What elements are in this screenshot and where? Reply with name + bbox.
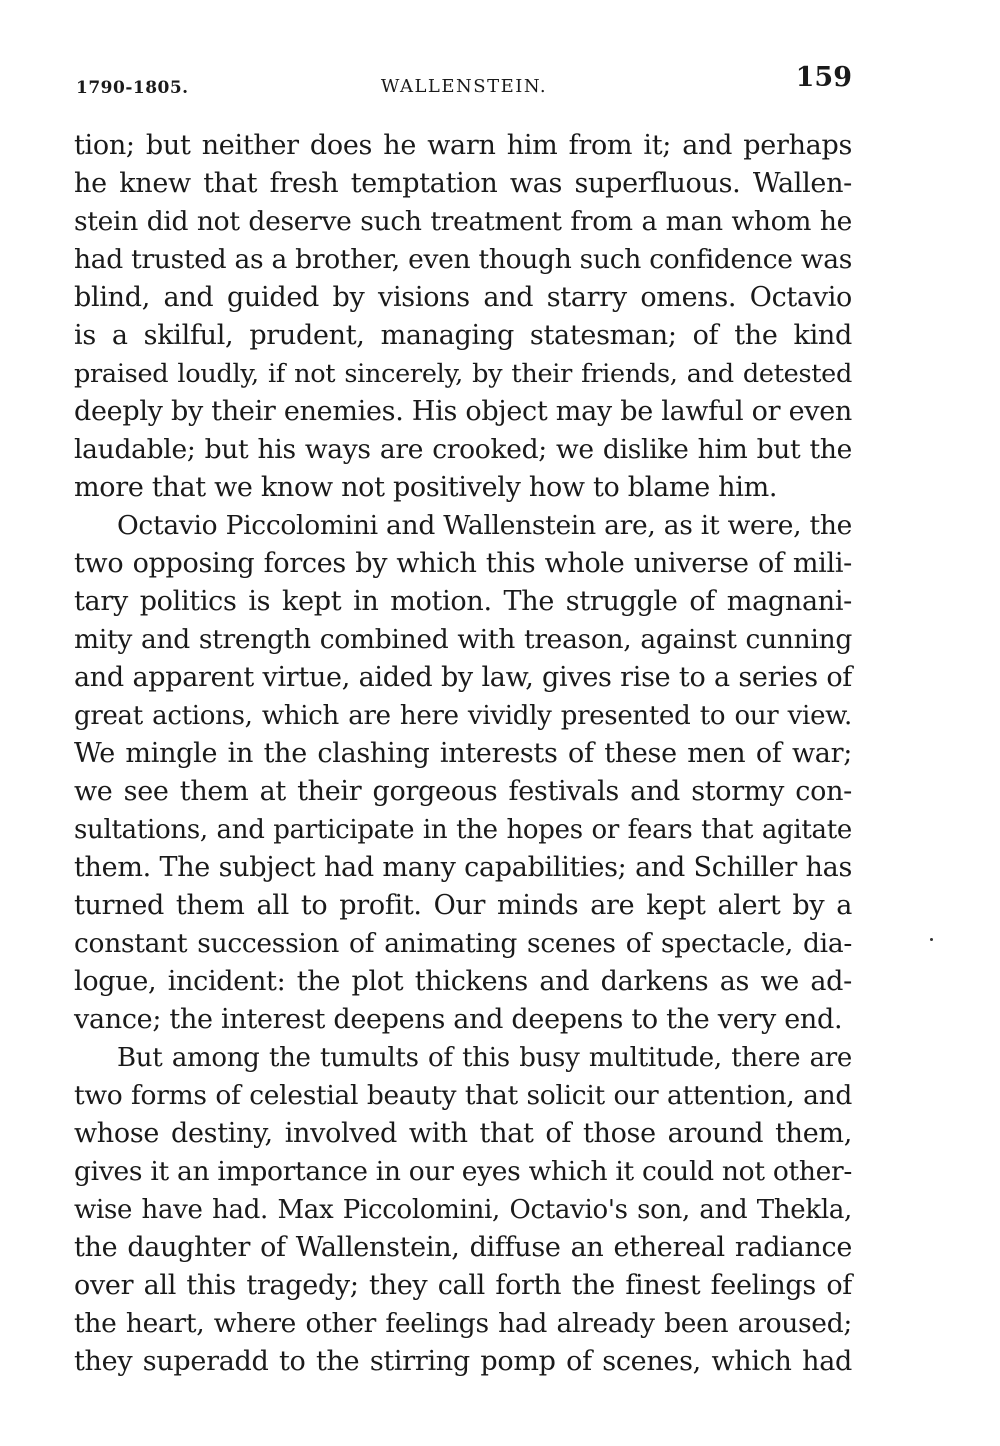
running-head — [76, 62, 852, 98]
text-line: wise have had. Max Piccolomini, Octavio's son, and Thekla, — [74, 1195, 852, 1225]
body-text — [74, 127, 852, 1381]
page-number: 159 — [795, 62, 852, 93]
date-range: 1790-1805. — [76, 78, 189, 98]
text-line: We mingle in the clashing interests of these men of war; — [74, 738, 852, 769]
text-line: he knew that fresh temptation was superfluous. Wallen- — [74, 168, 852, 199]
text-line: great actions, which are here vividly presented to our view. — [74, 701, 852, 731]
text-line: laudable; but his ways are crooked; we dislike him but the — [74, 434, 852, 465]
text-line: had trusted as a brother, even though such confidence was — [74, 244, 852, 275]
text-line: tary politics is kept in motion. The struggle of magnani- — [74, 586, 852, 617]
text-line: they superadd to the stirring pomp of scenes, which had — [74, 1346, 852, 1377]
text-line: the heart, where other feelings had already been aroused; — [74, 1308, 852, 1339]
text-line: Octavio Piccolomini and Wallenstein are, as it were, the — [117, 510, 852, 541]
running-title: WALLENSTEIN. — [380, 76, 548, 97]
text-line: praised loudly, if not sincerely, by their friends, and detested — [74, 359, 852, 389]
text-line: them. The subject had many capabilities; and Schiller has — [74, 852, 852, 883]
text-line: logue, incident: the plot thickens and darkens as we ad- — [74, 966, 852, 997]
text-line: vance; the interest deepens and deepens to the very end. — [74, 1004, 843, 1035]
text-line: deeply by their enemies. His object may be lawful or even — [74, 396, 852, 427]
text-line: is a skilful, prudent, managing statesman; of the kind — [74, 320, 852, 351]
text-line: constant succession of animating scenes of spectacle, dia- — [74, 928, 852, 959]
text-line: more that we know not positively how to blame him. — [74, 472, 778, 503]
text-line: two forms of celestial beauty that solicit our attention, and — [74, 1080, 852, 1111]
text-line: we see them at their gorgeous festivals and stormy con- — [74, 776, 852, 807]
text-line: and apparent virtue, aided by law, gives rise to a series of — [74, 662, 852, 693]
text-line: stein did not deserve such treatment from a man whom he — [74, 206, 852, 237]
text-line: But among the tumults of this busy multitude, there are — [117, 1043, 852, 1073]
text-line: turned them all to profit. Our minds are kept alert by a — [74, 890, 852, 921]
text-line: mity and strength combined with treason, against cunning — [74, 624, 852, 655]
text-line: two opposing forces by which this whole universe of mili- — [74, 548, 852, 579]
text-line: the daughter of Wallenstein, diffuse an ethereal radiance — [74, 1232, 852, 1263]
text-line: tion; but neither does he warn him from it; and perhaps — [74, 130, 852, 161]
text-line: over all this tragedy; they call forth the finest feelings of — [74, 1270, 852, 1301]
text-line: gives it an importance in our eyes which it could not other- — [74, 1156, 852, 1187]
text-line: sultations, and participate in the hopes or fears that agitate — [74, 815, 852, 845]
ink-speck — [930, 938, 933, 941]
text-line: whose destiny, involved with that of those around them, — [74, 1118, 852, 1149]
text-line: blind, and guided by visions and starry omens. Octavio — [74, 282, 852, 313]
